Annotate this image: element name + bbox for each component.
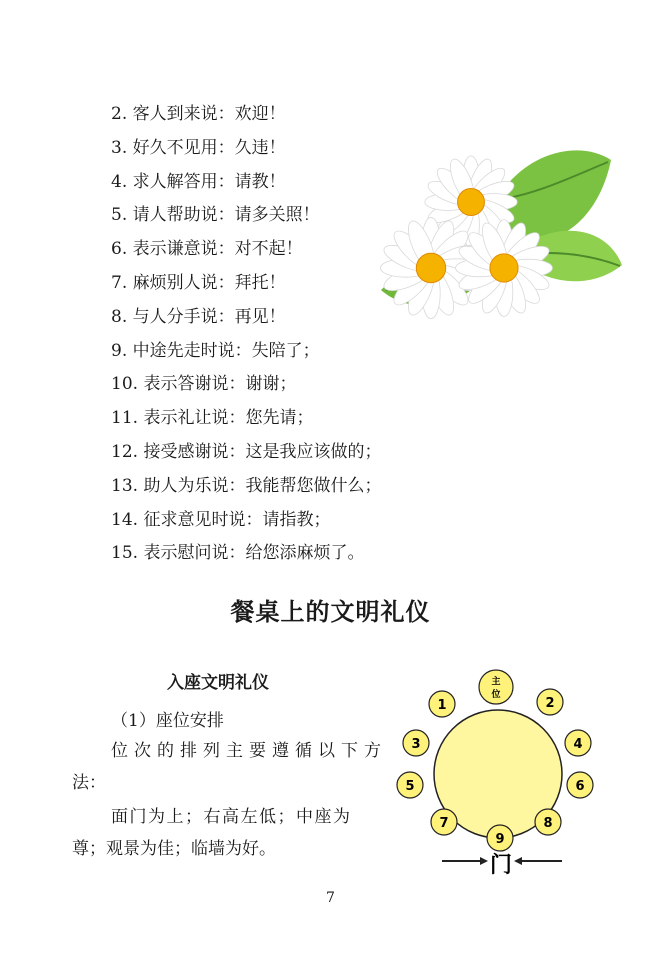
list-item: 15. 表示慰问说：给您添麻烦了。 <box>111 543 365 564</box>
daisy-illustration <box>376 140 624 320</box>
head-seat-label: 位 <box>491 690 501 700</box>
seat-2 <box>537 689 563 715</box>
list-item: 7. 麻烦别人说：拜托！ <box>111 272 286 293</box>
door-marker <box>442 852 562 878</box>
list-item: 8. 与人分手说：再见！ <box>111 306 286 327</box>
seat-number: 7 <box>439 816 449 831</box>
paragraph-line: 尊；观景为佳；临墙为好。 <box>72 839 276 859</box>
subheading: 入座文明礼仪 <box>167 673 269 693</box>
item-heading: （1）座位安排 <box>111 711 224 731</box>
seat-4 <box>565 730 591 756</box>
door-label: 门 <box>489 853 513 878</box>
seat-number: 4 <box>573 737 583 752</box>
list-item: 14. 征求意见时说：请指教； <box>111 509 331 530</box>
list-item: 6. 表示谦意说：对不起！ <box>111 239 303 260</box>
daisy-icon <box>456 220 553 317</box>
section-title: 餐桌上的文明礼仪 <box>230 598 431 626</box>
seat-3 <box>403 730 429 756</box>
seat-1 <box>429 691 455 717</box>
list-item: 10. 表示答谢说：谢谢； <box>111 374 297 395</box>
paragraph-line: 位次的排列主要遵循以下方 <box>111 741 387 761</box>
list-item: 11. 表示礼让说：您先请； <box>111 408 314 429</box>
page-number: 7 <box>326 890 335 906</box>
seat-number: 3 <box>411 737 421 752</box>
seat-number: 8 <box>543 816 553 831</box>
paragraph-line: 面门为上；右高左低；中座为 <box>111 807 352 827</box>
seat-8 <box>535 809 561 835</box>
seating-diagram <box>392 662 604 888</box>
head-seat <box>479 670 513 704</box>
list-item: 5. 请人帮助说：请多关照！ <box>111 205 320 226</box>
list-item: 13. 助人为乐说：我能帮您做什么； <box>111 475 382 496</box>
phrase-list <box>111 98 381 571</box>
list-item: 12. 接受感谢说：这是我应该做的； <box>111 441 382 462</box>
seat-number: 5 <box>405 779 415 794</box>
list-item: 9. 中途先走时说：失陪了； <box>111 340 320 361</box>
seat-9 <box>487 825 513 851</box>
list-item: 4. 求人解答用：请教！ <box>111 171 286 192</box>
list-item: 2. 客人到来说：欢迎！ <box>111 104 286 124</box>
seat-5 <box>397 772 423 798</box>
seat-number: 6 <box>575 779 585 794</box>
seat-number: 2 <box>545 696 555 711</box>
seat-number: 1 <box>437 698 447 713</box>
head-seat-label: 主 <box>491 677 501 687</box>
seat-number: 9 <box>495 832 505 847</box>
seat-6 <box>567 772 593 798</box>
paragraph-line: 法： <box>72 773 106 793</box>
seat-7 <box>431 809 457 835</box>
list-item: 3. 好久不见用：久违！ <box>111 137 286 158</box>
